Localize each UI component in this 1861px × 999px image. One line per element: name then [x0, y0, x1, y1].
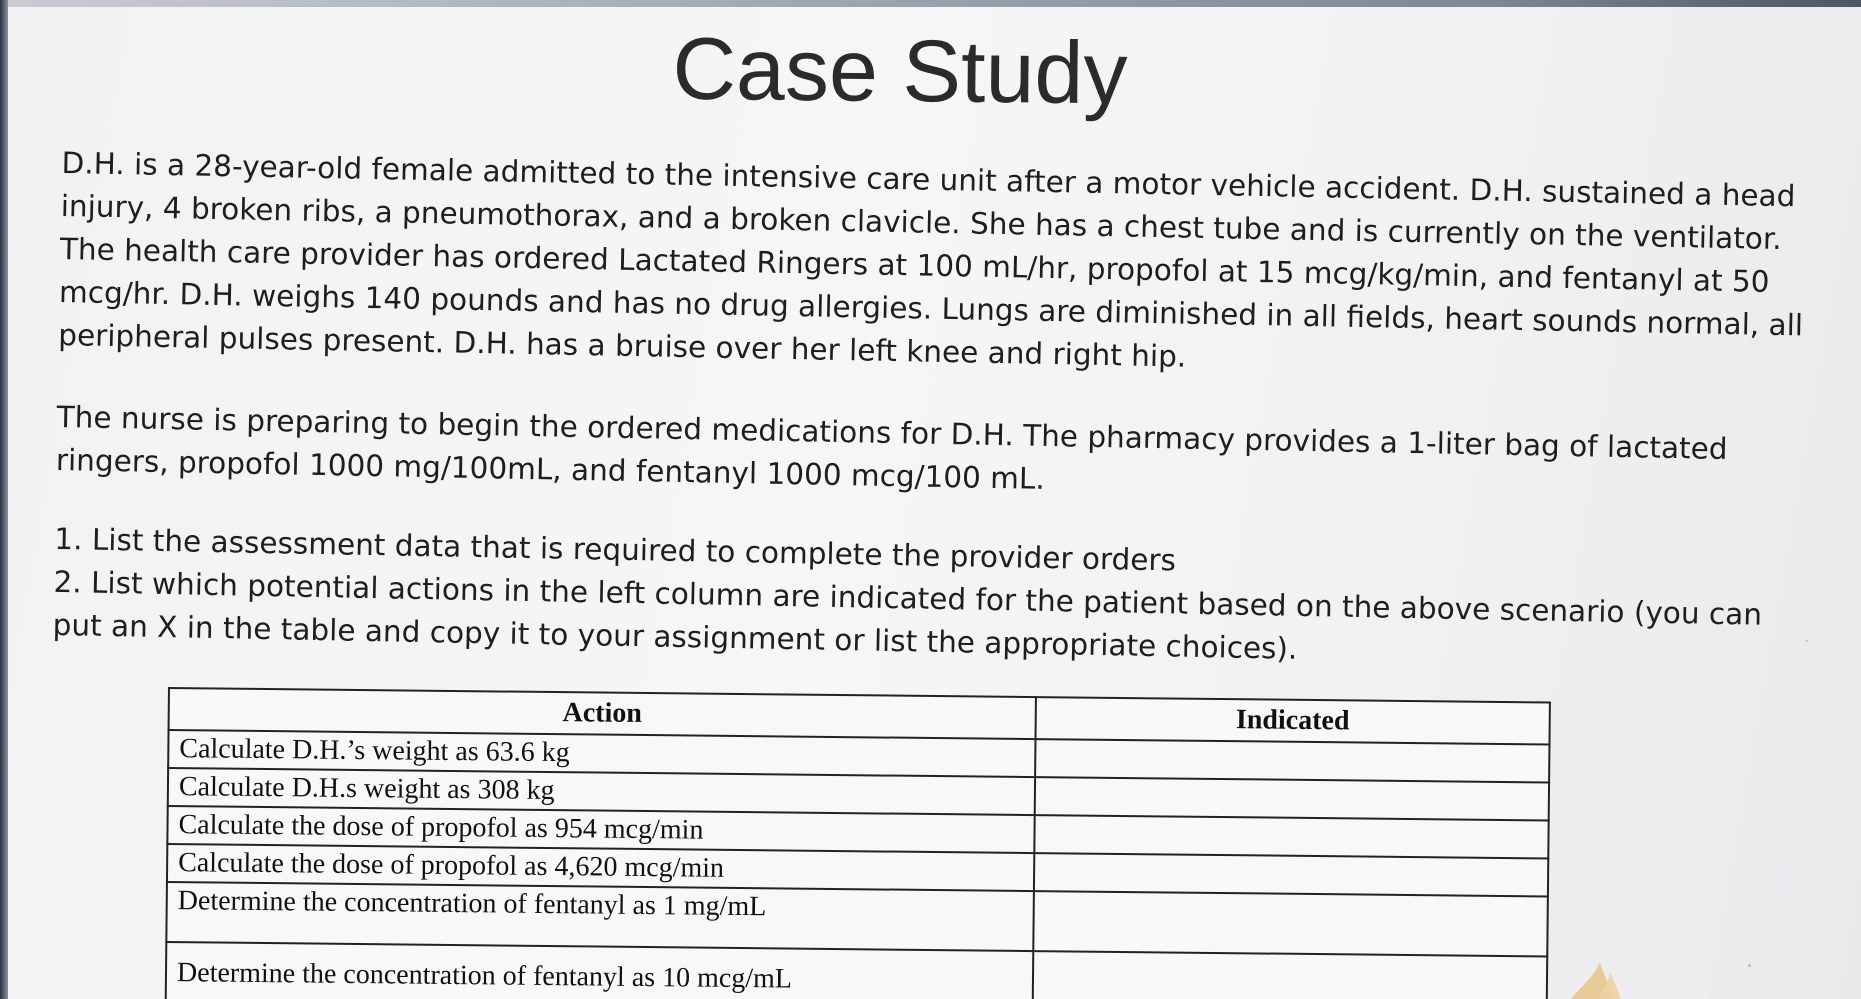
actions-table	[165, 687, 1551, 999]
case-paragraph-scenario: D.H. is a 28-year-old female admitted to the intensive care unit after a motor vehicle accident. D.H. sustained a head injury, 4 broken ribs, a pneumothorax, and a broken clavicle. She has a chest tube and is currently on the ventilator. The health care provider has ordered Lactated Ringers at 100 mL/hr, propofol at 15 mcg/kg/min, and fentanyl at 50 mcg/hr. D.H. weighs 140 pounds and has no drug allergies. Lungs are diminished in all fields, heart sounds normal, all peripheral pulses present. D.H. has a bruise over her left knee and right hip.	[57, 145, 1804, 374]
action-cell: Calculate D.H.’s weight as 63.6 kg	[168, 730, 1035, 777]
indicated-cell[interactable]	[1035, 739, 1549, 782]
page-title: Case Study	[672, 18, 1128, 123]
case-paragraph-medications: The nurse is preparing to begin the ordered medications for D.H. The pharmacy provides a 1-liter bag of lactated ringers, propofol 1000 mg/100mL, and fentanyl 1000 mcg/100 mL.	[55, 399, 1728, 496]
indicated-cell[interactable]	[1033, 891, 1548, 956]
header-indicated: Indicated	[1036, 697, 1550, 744]
screen-speck	[1806, 640, 1808, 642]
screen-speck	[1748, 964, 1751, 967]
header-action: Action	[169, 688, 1036, 739]
action-cell: Calculate the dose of propofol as 954 mcg/min	[167, 806, 1034, 853]
question-list	[52, 518, 1814, 681]
case-content	[52, 142, 1821, 681]
question-item: 1. List the assessment data that is required to complete the provider orders	[54, 521, 1177, 578]
action-cell: Calculate D.H.s weight as 308 kg	[168, 768, 1035, 815]
indicated-cell[interactable]	[1034, 815, 1548, 858]
actions-table-wrapper	[165, 687, 1551, 999]
screen-top-edge	[0, 0, 1861, 7]
flame-logo-icon	[1552, 942, 1632, 999]
question-item: 2. List which potential actions in the left column are indicated for the patient based on the above scenario (you can put an X in the table and copy it to your assignment or list the appropriate choices).	[52, 564, 1763, 666]
action-cell: Determine the concentration of fentanyl as 10 mcg/mL	[166, 942, 1034, 999]
indicated-cell[interactable]	[1035, 777, 1549, 820]
indicated-cell[interactable]	[1033, 951, 1548, 999]
action-cell: Determine the concentration of fentanyl as 1 mg/mL	[166, 882, 1034, 951]
screen-left-edge	[0, 0, 8, 999]
indicated-cell[interactable]	[1034, 853, 1548, 896]
action-cell: Calculate the dose of propofol as 4,620 mcg/min	[167, 844, 1034, 891]
